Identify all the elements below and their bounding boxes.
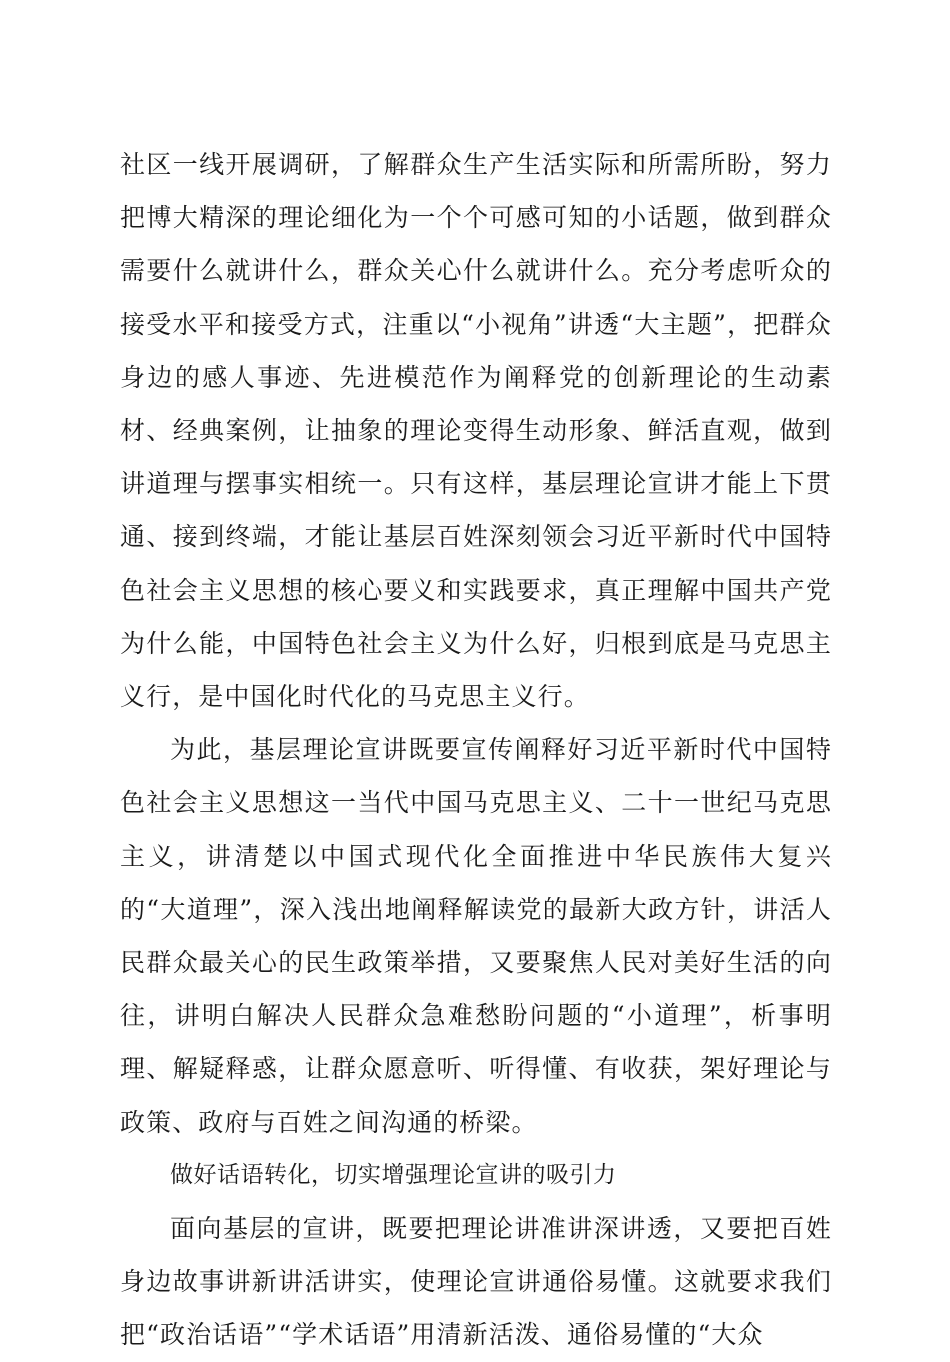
section-heading: 做好话语转化，切实增强理论宣讲的吸引力 [170,1161,617,1188]
paragraph-body: 面向基层的宣讲，既要把理论讲准讲深讲透，又要把百姓身边故事讲新讲活讲实，使理论宣讲通俗易懂。这就要求我们把“政治话语”“学术话语”用清新活泼、通俗易懂的“大众 [120,1214,832,1350]
paragraph-body: 为此，基层理论宣讲既要宣传阐释好习近平新时代中国特色社会主义思想这一当代中国马克思主义、二十一世纪马克思主义，讲清楚以中国式现代化全面推进中华民族伟大复兴的“大道理”，深入浅出地阐释解读党的最新大政方针，讲活人民群众最关心的民生政策举措，又要聚焦人民对美好生活的向往，讲明白解决人民群众急难愁盼问题的“小道理”，析事明理、解疑释惑，让群众愿意听、听得懂、有收获，架好理论与政策、政府与百姓之间沟通的桥梁。 [120,735,832,1137]
document-body [120,138,832,1362]
paragraph-continuation: 社区一线开展调研，了解群众生产生活实际和所需所盼，努力把博大精深的理论细化为一个个可感可知的小话题，做到群众需要什么就讲什么，群众关心什么就讲什么。充分考虑听众的接受水平和接受方式，注重以“小视角”讲透“大主题”，把群众身边的感人事迹、先进模范作为阐释党的创新理论的生动素材、经典案例，让抽象的理论变得生动形象、鲜活直观，做到讲道理与摆事实相统一。只有这样，基层理论宣讲才能上下贯通、接到终端，才能让基层百姓深刻领会习近平新时代中国特色社会主义思想的核心要义和实践要求，真正理解中国共产党为什么能，中国特色社会主义为什么好，归根到底是马克思主义行，是中国化时代化的马克思主义行。 [120,150,832,712]
